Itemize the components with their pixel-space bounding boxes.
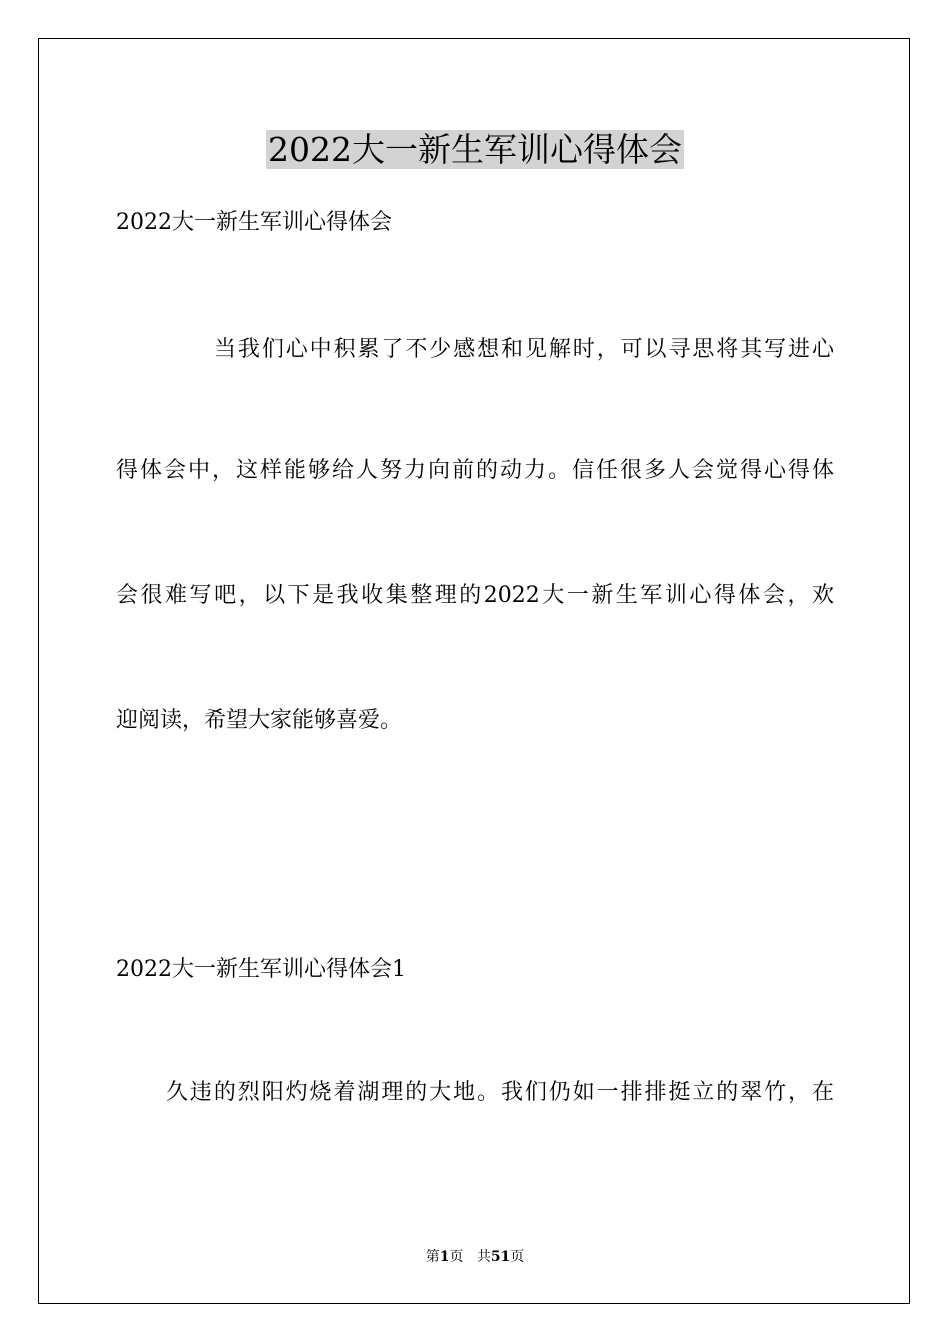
paragraph-line: 得体会中，这样能够给人努力向前的动力。信任很多人会觉得心得体 — [116, 458, 834, 483]
page-footer — [0, 1248, 950, 1266]
total-suffix: 页 — [510, 1249, 525, 1265]
page-prefix: 第 — [425, 1249, 440, 1265]
paragraph-line: 久违的烈阳灼烧着湖理的大地。我们仍如一排排挺立的翠竹，在 — [166, 1080, 834, 1105]
page-number: 1 — [439, 1249, 450, 1265]
total-pages: 51 — [490, 1249, 511, 1265]
document-title — [0, 128, 950, 172]
paragraph-line: 当我们心中积累了不少感想和见解时，可以寻思将其写进心 — [214, 337, 834, 362]
document-title-text: 2022大一新生军训心得体会 — [268, 130, 682, 169]
paragraph-line: 会很难写吧，以下是我收集整理的2022大一新生军训心得体会，欢 — [116, 583, 834, 608]
subtitle-line: 2022大一新生军训心得体会 — [116, 210, 392, 235]
total-prefix: 共 — [476, 1249, 491, 1265]
section-heading: 2022大一新生军训心得体会1 — [116, 957, 406, 982]
paragraph-line: 迎阅读，希望大家能够喜爱。 — [116, 708, 403, 733]
page-suffix: 页 — [449, 1249, 464, 1265]
